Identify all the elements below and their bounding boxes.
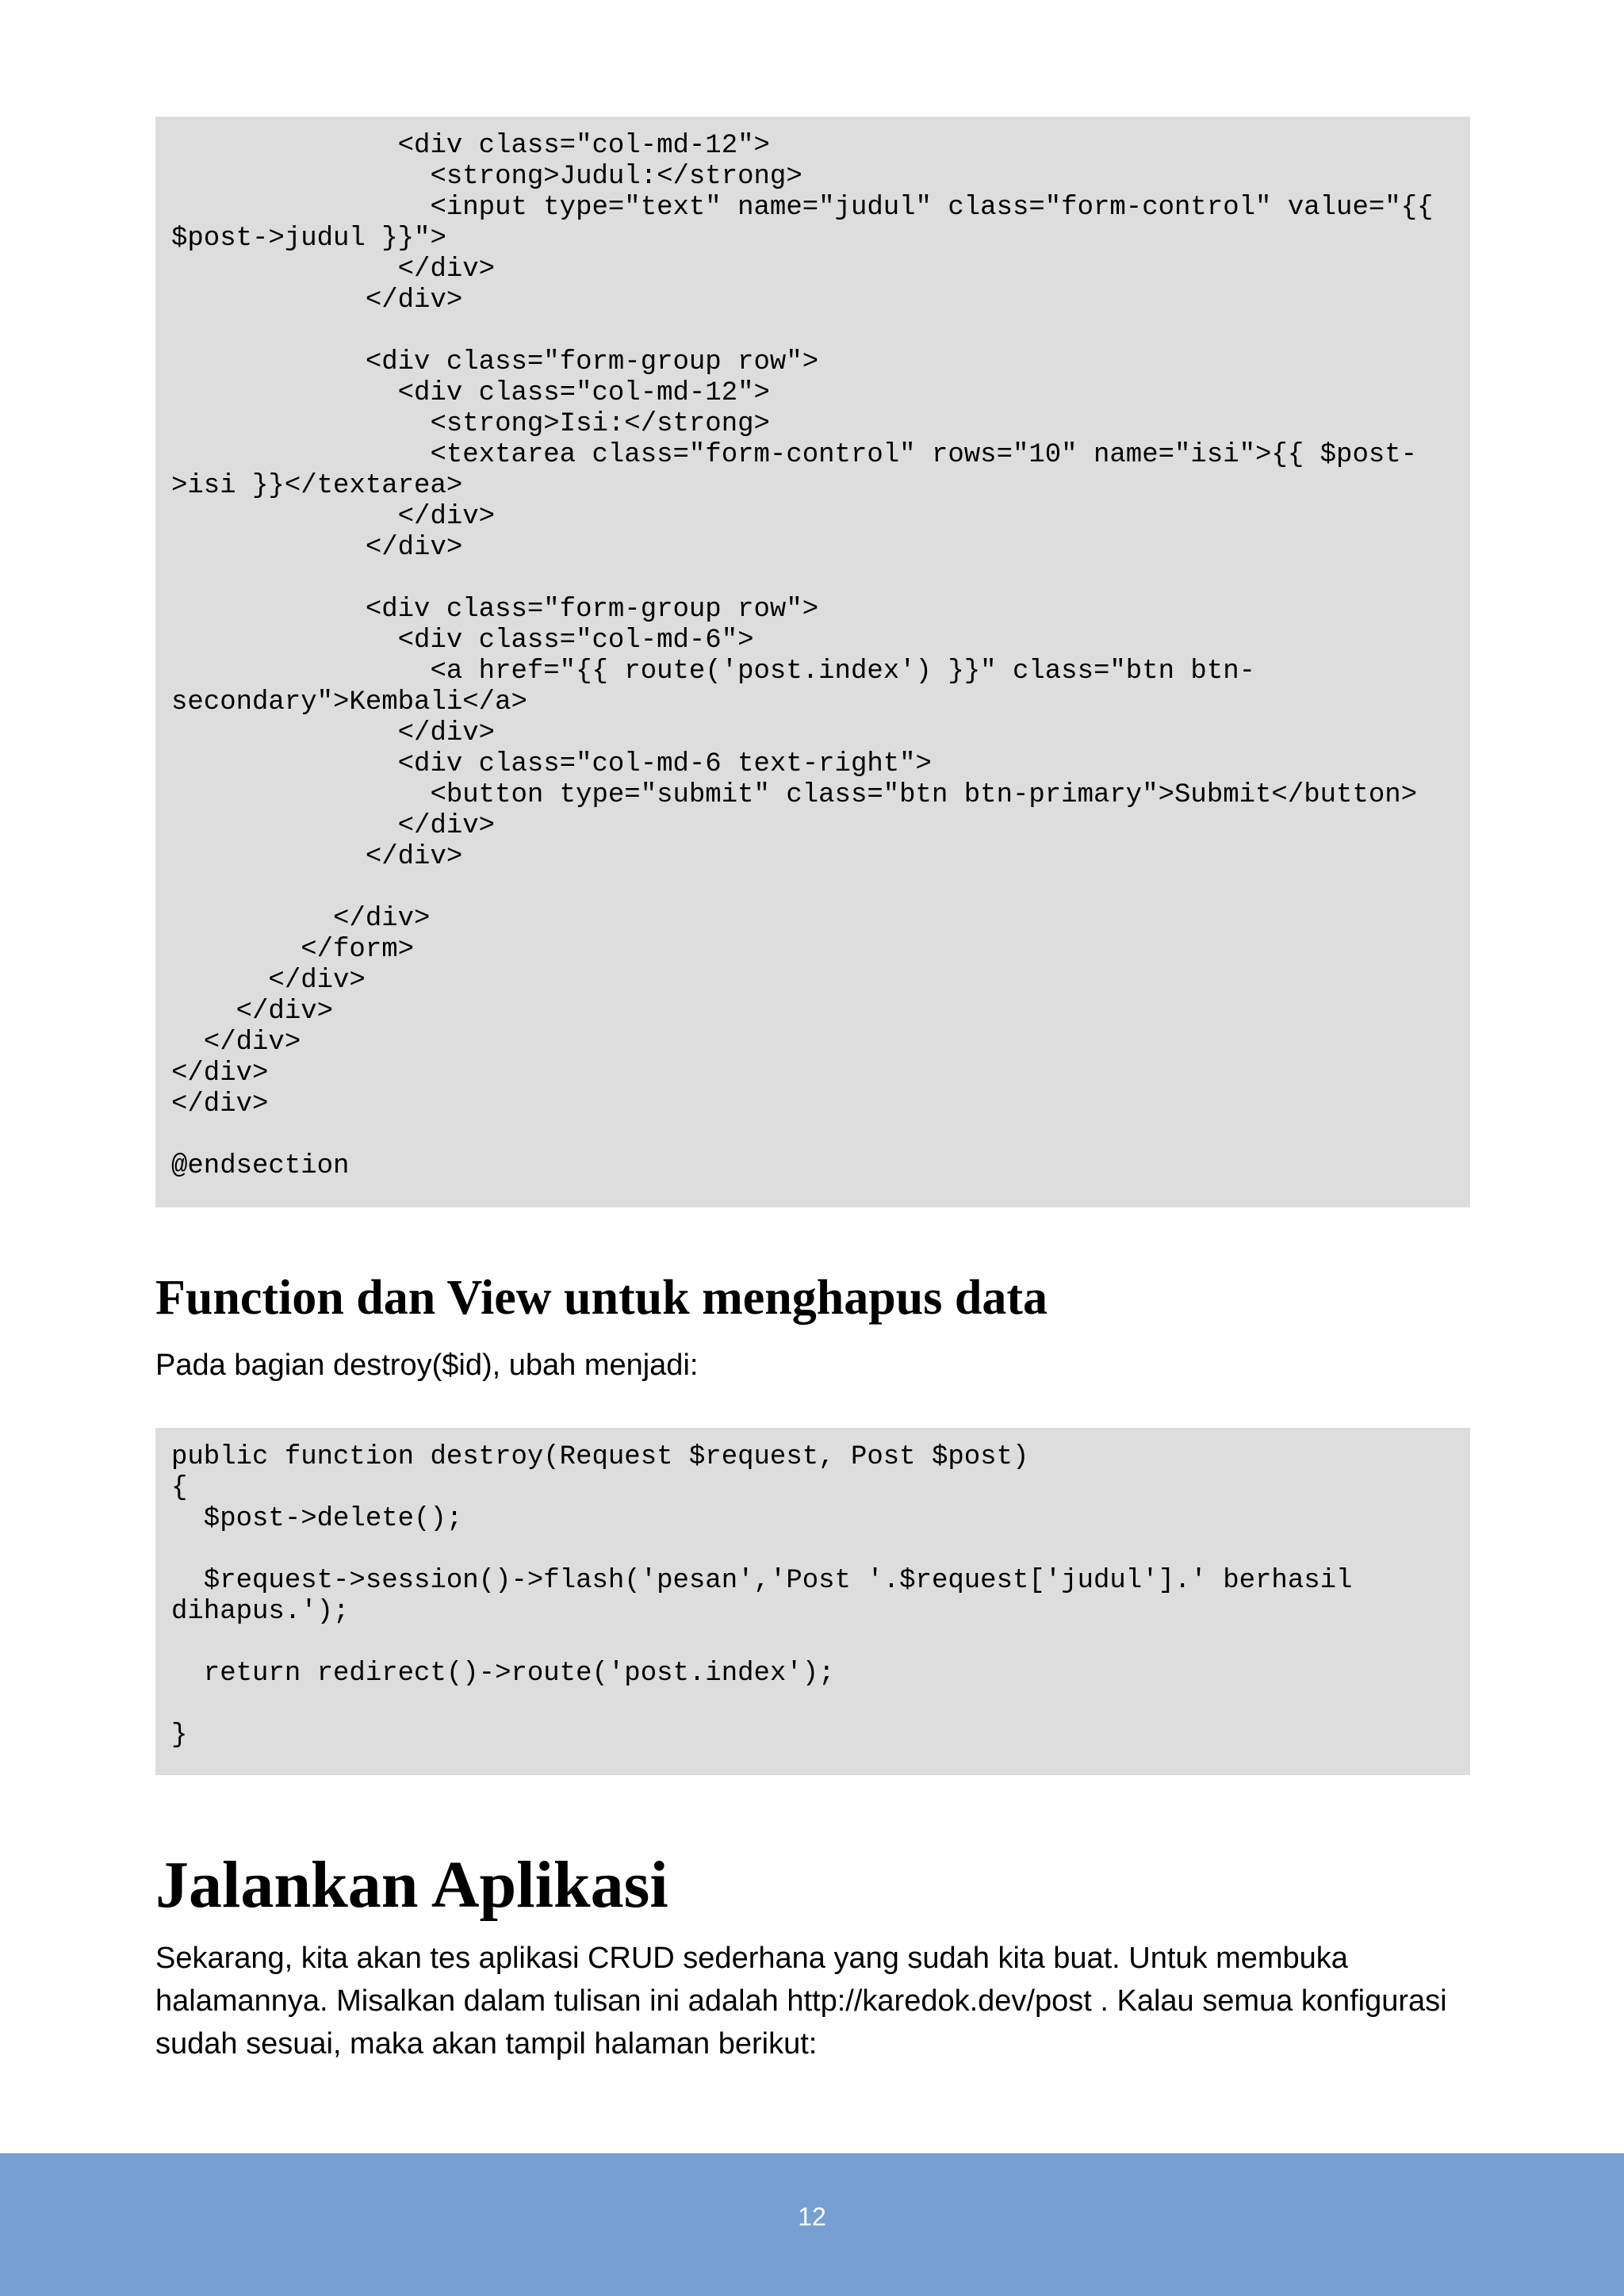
page-footer [0,2153,1624,2296]
chapter-paragraph: Sekarang, kita akan tes aplikasi CRUD sederhana yang sudah kita buat. Untuk membuka halamannya. Misalkan dalam tulisan ini adalah http://karedok.dev/post . Kalau semua konfigurasi sudah sesuai, maka akan tampil halaman berikut: [155,1942,1447,2061]
chapter-heading: Jalankan Aplikasi [155,1848,668,1922]
code-block-destroy-function: public function destroy(Request $request, Post $post) { $post->delete(); $request->session()->flash('pesan','Post '.$request['judul'].' berhasil dihapus.'); return redirect()->route('post.index'); } [155,1428,1470,1775]
section-heading: Function dan View untuk menghapus data [155,1271,1048,1325]
page-number: 12 [798,2202,826,2231]
code-block-form-markup: <div class="col-md-12"> <strong>Judul:</strong> <input type="text" name="judul" class="form-control" value="{{ $post->judul }}"> </div> </div> <div class="form-group row"> <div class="col-md-12"> <strong>Isi:</strong> <textarea class="form-control" rows="10" name="isi">{{ $post- >isi }}</textarea> </div> </div> <div class="form-group row"> <div class="col-md-6"> <a href="{{ route('post.index') }}" class="btn btn- secondary">Kembali</a> </div> <div class="col-md-6 text-right"> <button type="submit" class="btn btn-primary">Submit</button> </div> </div> </div> </form> </div> </div> </div> </div> </div> @endsection [155,117,1470,1207]
section-paragraph: Pada bagian destroy($id), ubah menjadi: [155,1349,699,1382]
